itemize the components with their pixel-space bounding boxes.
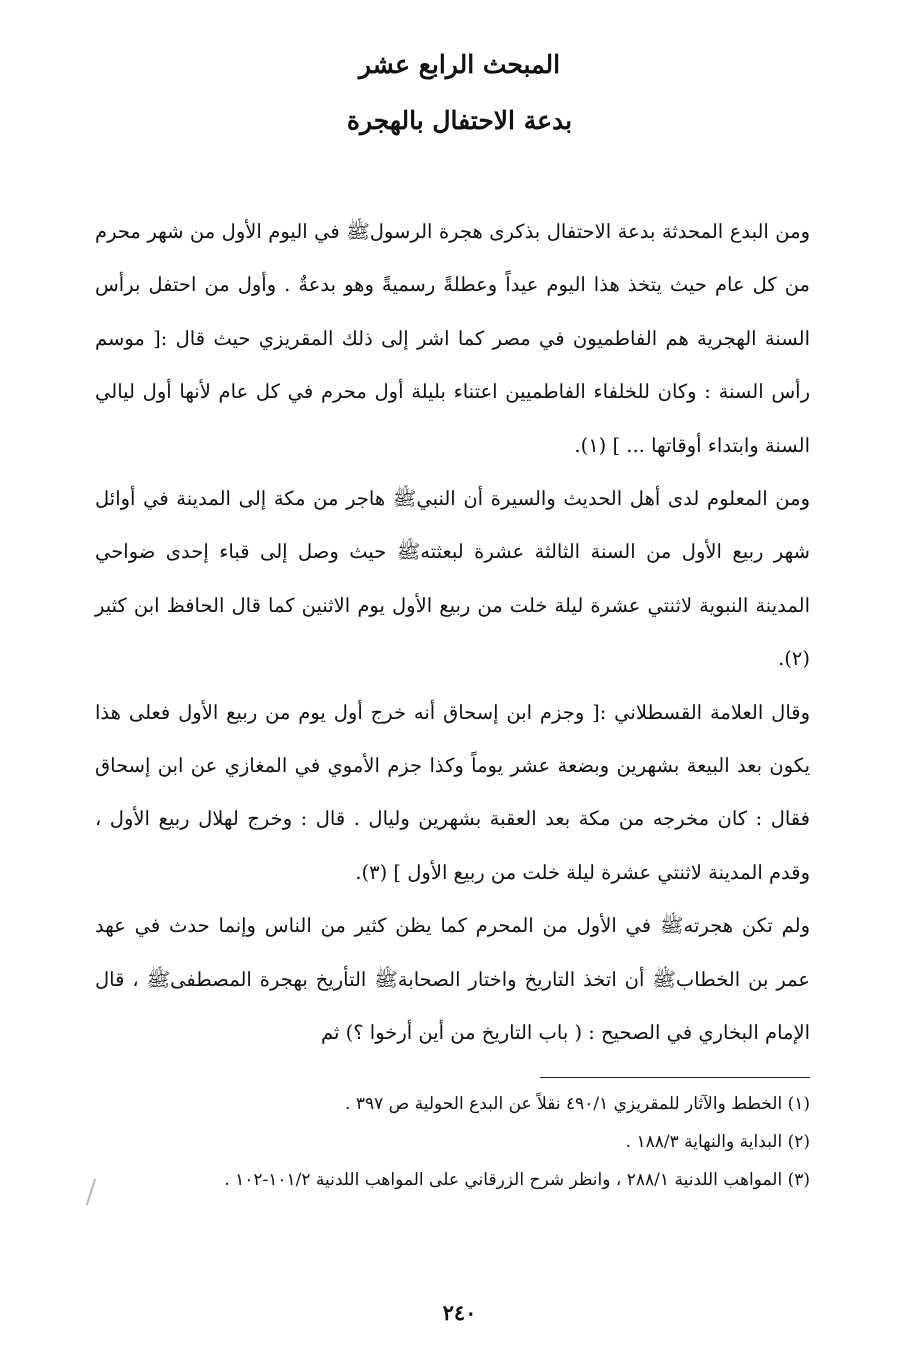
footnote-divider [540,1077,810,1078]
footnote-3: (٣) المواهب اللدنية ٢٨٨/١ ، وانظر شرح الزرقاني على المواهب اللدنية ١٠١/٢-١٠٢ . [224,1170,810,1190]
page-number: ٢٤٠ [442,1300,477,1325]
paragraph-4: ولم تكن هجرتهﷺ في الأول من المحرم كما يظن كثير من الناس وإنما حدث في عهد عمر بن الخطابﷺ أن اتخذ التاريخ واختار الصحابةﷺ التأريخ بهجرة المصطفىﷺ ، قال الإمام البخاري في الصحيح : ( باب التاريخ من أين أرخوا ؟) ثم [95,914,810,1045]
section-title: المبحث الرابع عشر [358,50,561,79]
paragraph-2: ومن المعلوم لدى أهل الحديث والسيرة أن النبيﷺ هاجر من مكة إلى المدينة في أوائل شهر ربيع الأول من السنة الثالثة عشرة لبعثتهﷺ حيث وصل إلى قباء إحدى ضواحي المدينة النبوية لاثنتي عشرة ليلة خلت من ربيع الأول يوم الاثنين كما قال الحافظ ابن كثير (٢). [95,487,810,671]
paragraph-1: ومن البدع المحدثة بدعة الاحتفال بذكرى هجرة الرسولﷺ في اليوم الأول من شهر محرم من كل عام حيث يتخذ هذا اليوم عيداً وعطلةً رسميةً وهو بدعةٌ . وأول من احتفل برأس السنة الهجرية هم الفاطميون في مصر كما اشر إلى ذلك المقريزي حيث قال :[ موسم رأس السنة : وكان للخلفاء الفاطميين اعتناء بليلة أول محرم في كل عام لأنها أول ليالي السنة وابتداء أوقاتها ... ] (١). [95,220,810,457]
footnote-1: (١) الخطط والآثار للمقريزي ٤٩٠/١ نقلاً عن البدع الحولية ص ٣٩٧ . [345,1094,810,1114]
paragraph-3: وقال العلامة القسطلاني :[ وجزم ابن إسحاق أنه خرج أول يوم من ربيع الأول فعلى هذا يكون بعد البيعة بشهرين وبضعة عشر يوماً وكذا جزم الأموي في المغازي عن ابن إسحاق فقال : كان مخرجه من مكة بعد العقبة بشهرين وليال . قال : وخرج لهلال ربيع الأول ، وقدم المدينة لاثنتي عشرة ليلة خلت من ربيع الأول ] (٣). [95,700,810,884]
section-subtitle: بدعة الاحتفال بالهجرة [346,106,573,135]
footnotes [95,1085,810,1199]
footnote-2: (٢) البداية والنهاية ١٨٨/٣ . [625,1132,810,1152]
body-text [95,205,810,1060]
